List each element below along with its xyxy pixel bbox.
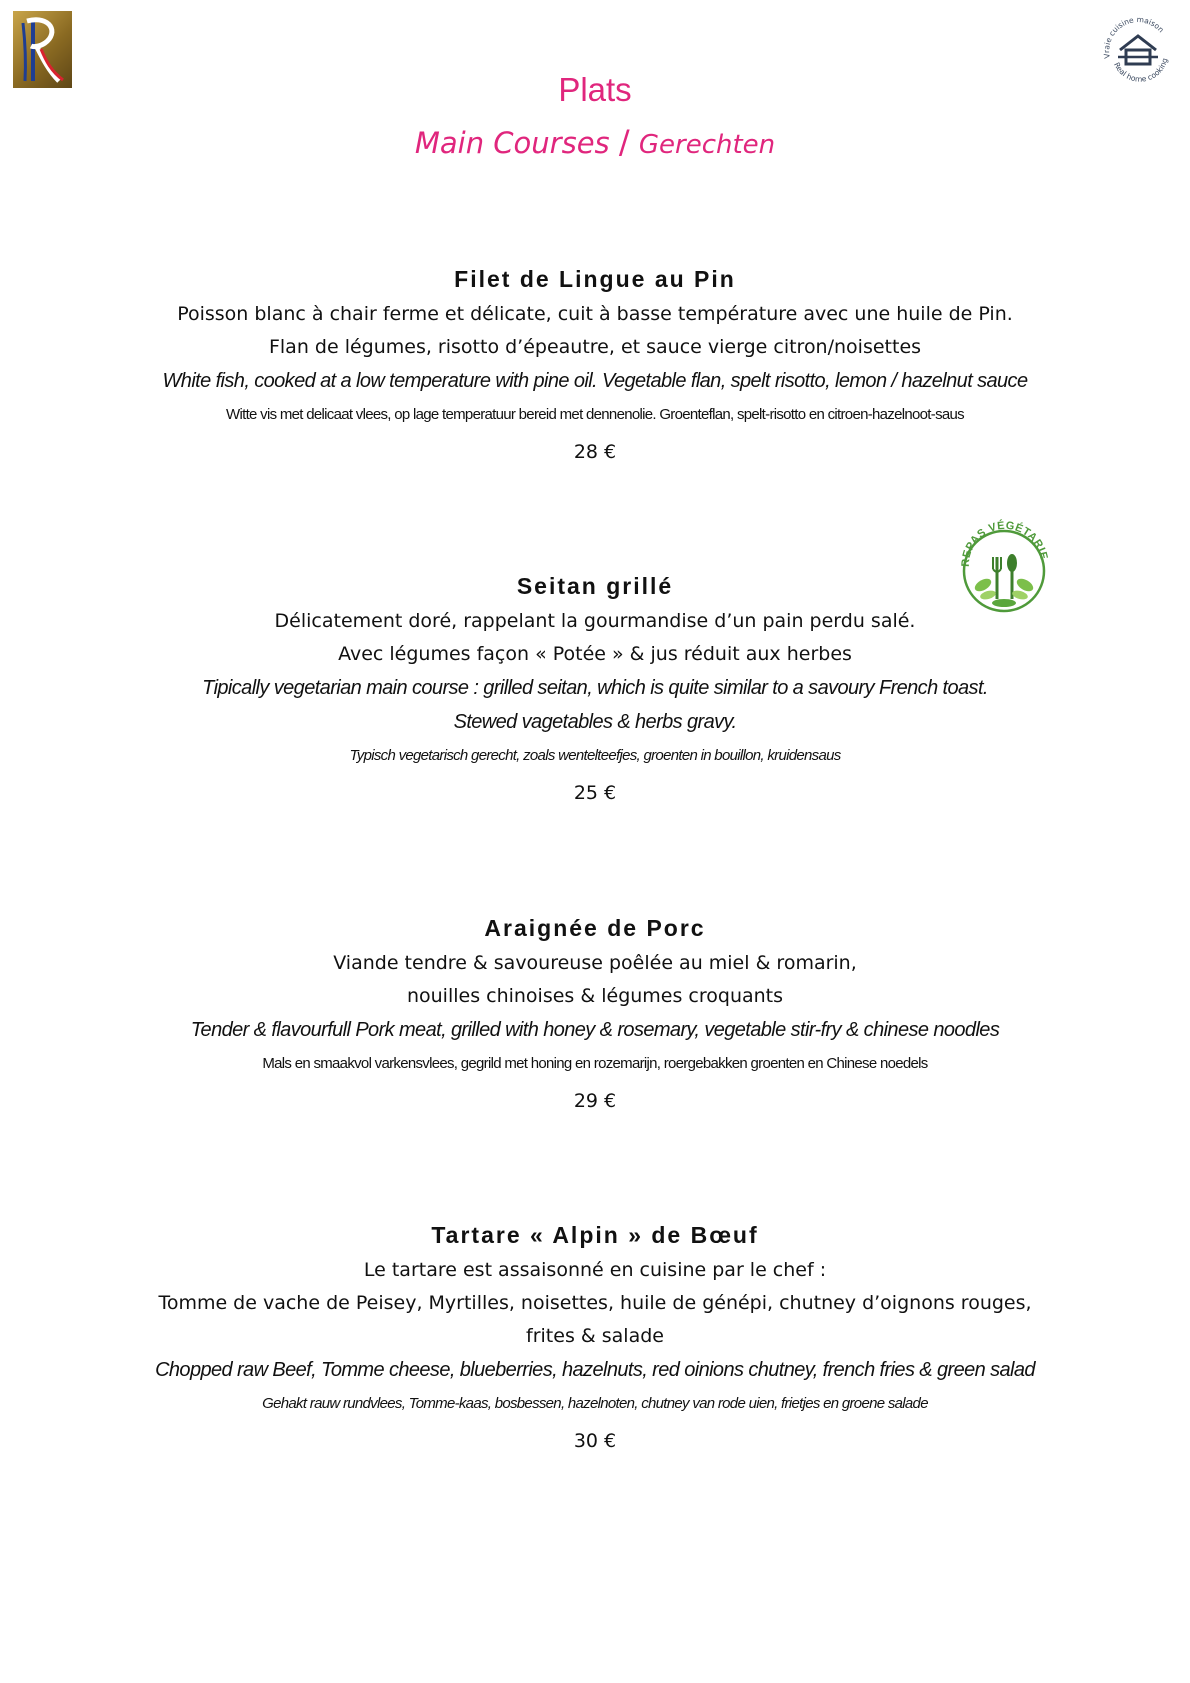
dish-name: Filet de Lingue au Pin: [454, 266, 736, 292]
dish-name: Araignée de Porc: [484, 915, 706, 941]
dish-description-fr: Le tartare est assaisonné en cuisine par le chef :: [363, 1259, 827, 1281]
dish-description-fr: Avec légumes façon « Potée » & jus réduit aux herbes: [338, 643, 852, 665]
dish-price: 28 €: [573, 441, 617, 463]
dish-description-fr: Flan de légumes, risotto d’épeautre, et sauce vierge citron/noisettes: [268, 336, 922, 358]
dish-description-en: White fish, cooked at a low temperature with pine oil. Vegetable flan, spelt risotto, lemon / hazelnut sauce: [162, 370, 1028, 392]
dish-price: 25 €: [573, 782, 617, 804]
dish-item: [0, 913, 1190, 1119]
logo-text-bottom: Real home cooking: [1112, 57, 1170, 84]
dish-description-en: Chopped raw Beef, Tomme cheese, blueberries, hazelnuts, red oinions chutney, french fries & green salad: [155, 1359, 1035, 1381]
subtitle-dutch: Gerechten: [638, 130, 776, 160]
subtitle-english: Main Courses: [414, 126, 610, 160]
dish-description-fr: Viande tendre & savoureuse poêlée au miel & romarin,: [333, 952, 857, 974]
page-title: Plats: [558, 71, 632, 108]
dish-description-nl: Witte vis met delicaat vlees, op lage temperatuur bereid met dennenolie. Groenteflan, spelt-risotto en citroen-hazelnoot-saus: [226, 406, 964, 423]
dish-description-fr: Délicatement doré, rappelant la gourmandise d’un pain perdu salé.: [274, 610, 916, 632]
dish-description-nl: Typisch vegetarisch gerecht, zoals wentelteefjes, groenten in bouillon, kruidensaus: [349, 747, 841, 764]
svg-text:Vraie cuisine maison: [1102, 15, 1166, 59]
badge-text: REPAS VÉGÉTARIE: [959, 519, 1050, 568]
dish-description-en: Tipically vegetarian main course : grilled seitan, which is quite similar to a savoury French toast.: [202, 677, 988, 699]
page-subtitle: [0, 118, 1190, 169]
dish-description-nl: Mals en smaakvol varkensvlees, gegrild met honing en rozemarijn, roergebakken groenten en Chinese noedels: [262, 1055, 928, 1072]
dish-name: Tartare « Alpin » de Bœuf: [431, 1222, 759, 1248]
dish-description-fr: frites & salade: [526, 1325, 664, 1347]
dish-name: Seitan grillé: [516, 573, 674, 599]
dish-description-fr: Tomme de vache de Peisey, Myrtilles, noisettes, huile de génépi, chutney d’oignons rouges,: [158, 1292, 1032, 1314]
dish-item: [0, 1220, 1190, 1459]
dish-description-nl: Gehakt rauw rundvlees, Tomme-kaas, bosbessen, hazelnoten, chutney van rode uien, frietjes en groene salade: [262, 1395, 928, 1412]
dish-description-fr: Poisson blanc à chair ferme et délicate, cuit à basse température avec une huile de Pin.: [177, 303, 1013, 325]
logo-text-top: Vraie cuisine maison: [1102, 14, 1166, 60]
dish-price: 30 €: [573, 1430, 617, 1452]
dish-price: 29 €: [573, 1090, 617, 1112]
dish-description-fr: nouilles chinoises & légumes croquants: [406, 985, 784, 1007]
dish-description-en: Tender & flavourfull Pork meat, grilled with honey & rosemary, vegetable stir-fry & chinese noodles: [190, 1019, 1000, 1041]
subtitle-separator: /: [618, 123, 630, 161]
dish-item: [0, 571, 1190, 811]
dish-description-en: Stewed vagetables & herbs gravy.: [453, 711, 737, 733]
dish-item: [0, 264, 1190, 470]
